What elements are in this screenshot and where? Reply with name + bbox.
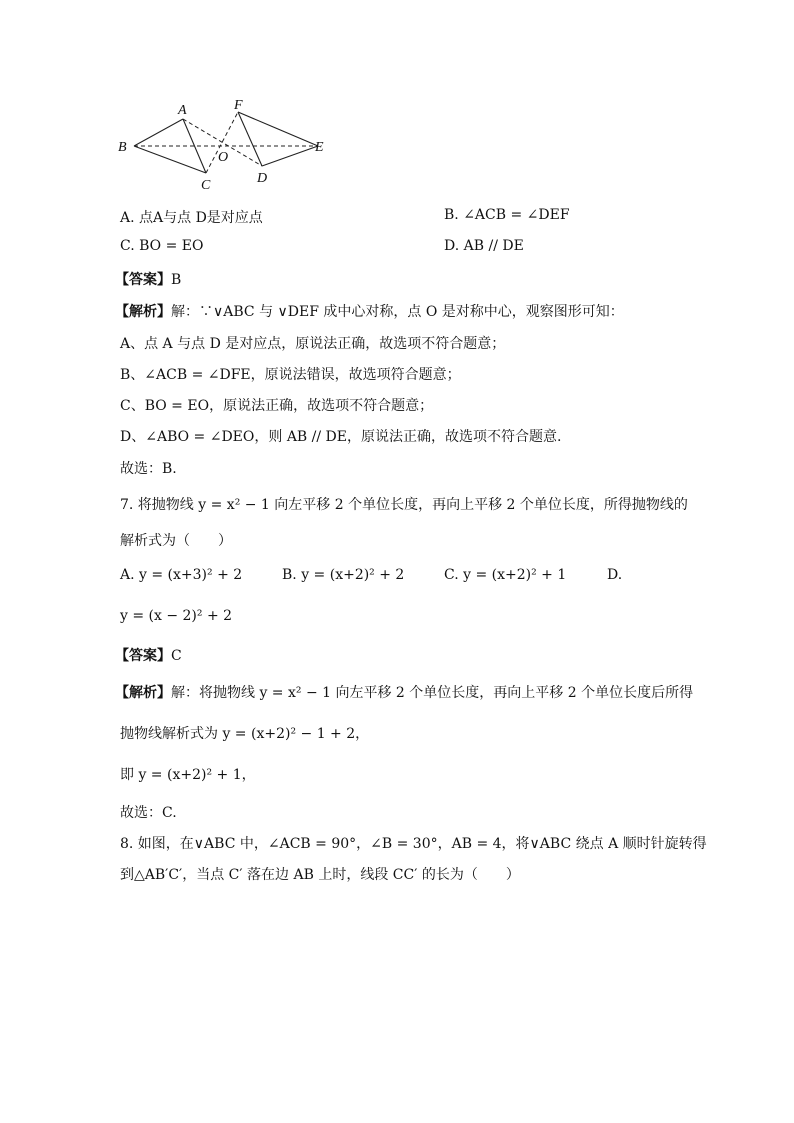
q7-option-c: C. y = (x+2)² + 1: [444, 567, 567, 583]
q7-analysis-line3: 即 y = (x+2)² + 1，: [120, 767, 256, 783]
q6-analysis-line-b: B、∠ACB = ∠DFE，原说法错误，故选项符合题意；: [120, 367, 461, 383]
q6-analysis-line-c: C、BO = EO，原说法正确，故选项不符合题意；: [120, 398, 434, 414]
label-D: D: [257, 171, 268, 186]
analysis-tag: 【解析】: [115, 685, 171, 701]
q6-option-b: B. ∠ACB = ∠DEF: [444, 207, 570, 223]
answer-value: C: [171, 648, 182, 664]
q7-option-d-label: D.: [607, 567, 623, 583]
q7-stem-line2: 解析式为（ ）: [120, 533, 232, 549]
label-A: A: [178, 103, 187, 118]
q7-option-a: A. y = (x+3)² + 2: [120, 567, 243, 583]
answer-tag: 【答案】: [115, 272, 171, 288]
q7-analysis-line2: 抛物线解析式为 y = (x+2)² − 1 + 2，: [120, 726, 370, 742]
q7-answer: [115, 645, 182, 665]
label-F: F: [234, 98, 243, 113]
q8-stem-line2: 到△AB′C′，当点 C′ 落在边 AB 上时，线段 CC′ 的长为（ ）: [120, 867, 520, 883]
analysis-tag: 【解析】: [115, 304, 171, 320]
q6-analysis-intro: [115, 301, 624, 321]
q7-option-b: B. y = (x+2)² + 2: [282, 567, 405, 583]
q7-analysis-line1: [115, 682, 693, 702]
label-E: E: [315, 140, 324, 155]
analysis-text: 解：将抛物线 y = x² − 1 向左平移 2 个单位长度，再向上平移 2 个单位长度后所得: [171, 685, 694, 701]
q6-conclusion: 故选：B.: [120, 461, 177, 477]
q7-option-d: y = (x − 2)² + 2: [120, 608, 233, 624]
central-symmetry-figure: [110, 95, 340, 195]
label-O: O: [218, 150, 229, 165]
q6-analysis-line-a: A、点 A 与点 D 是对应点，原说法正确，故选项不符合题意；: [120, 336, 506, 352]
q7-stem-line1: 7. 将抛物线 y = x² − 1 向左平移 2 个单位长度，再向上平移 2 个单位长度，所得抛物线的: [120, 497, 688, 513]
q6-option-a: A. 点A与点 D是对应点: [120, 210, 263, 226]
answer-value: B: [171, 272, 182, 288]
q8-stem-line1: 8. 如图，在∨ABC 中，∠ACB = 90°，∠B = 30°，AB = 4，将∨ABC 绕点 A 顺时针旋转得: [120, 836, 707, 852]
analysis-text: 解：∵∨ABC 与 ∨DEF 成中心对称，点 O 是对称中心，观察图形可知：: [171, 304, 624, 320]
label-B: B: [118, 140, 127, 155]
q6-analysis-line-d: D、∠ABO = ∠DEO，则 AB // DE，原说法正确，故选项不符合题意.: [120, 429, 562, 445]
label-C: C: [201, 178, 211, 193]
q6-option-c: C. BO = EO: [120, 238, 204, 254]
q6-option-d: D. AB // DE: [444, 238, 524, 254]
q7-conclusion: 故选：C.: [120, 805, 177, 821]
answer-tag: 【答案】: [115, 648, 171, 664]
q6-answer: [115, 269, 181, 289]
